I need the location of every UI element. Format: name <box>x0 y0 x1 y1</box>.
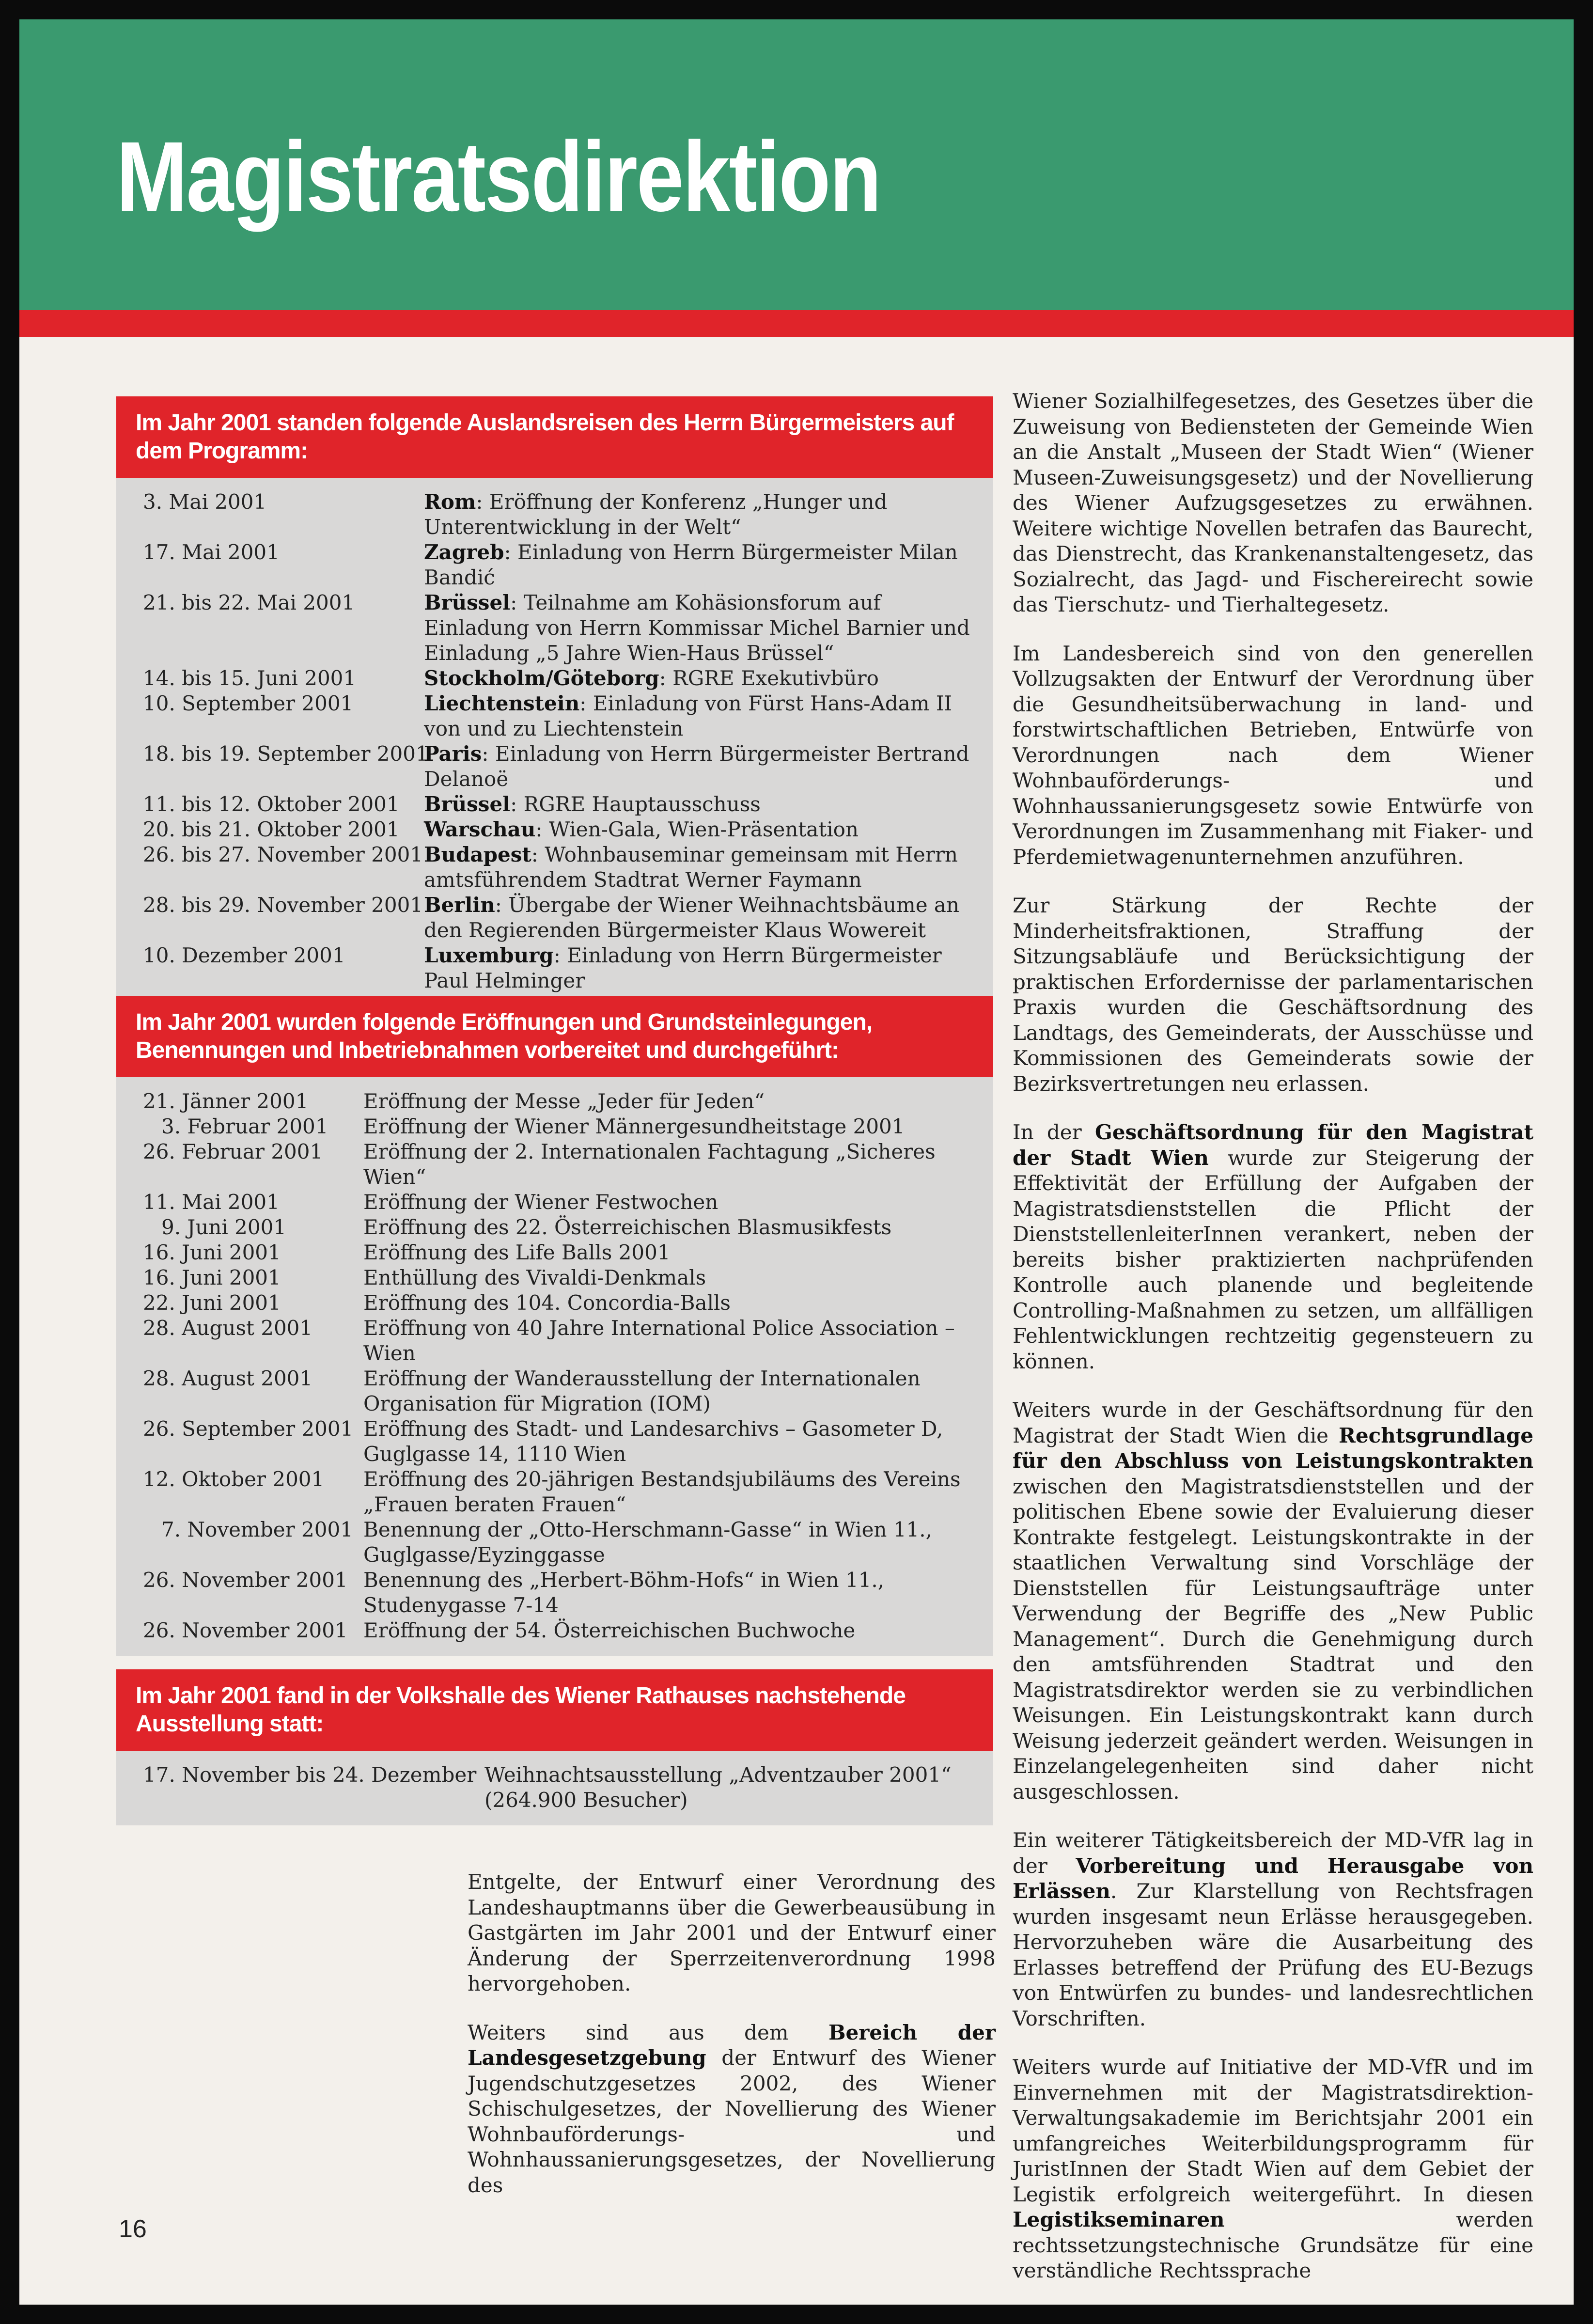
opening-text: Eröffnung des 104. Concordia-Balls <box>363 1291 731 1315</box>
travel-description: : Wohnbauseminar gemeinsam mit Herrn amtsführendem Stadtrat Werner Faymann <box>424 843 958 892</box>
right-paragraph-1: Wiener Sozialhilfegesetzes, des Gesetzes über die Zuweisung von Bediensteten der Gemeinde Wien an die Anstalt „Museen der Stadt Wien“ (Wiener Museen-Zuweisungsgesetz) und der Novellierung des Wiener Aufzugsgesetzes zu erwähnen. Weitere wichtige Novellen betrafen das Baurecht, das Dienstrecht, das Krankenanstaltengesetz, das Sozialrecht, das Jagd- und Fischereirecht sowie das Tierschutz- und Tierhaltegesetz. <box>1013 389 1533 616</box>
opening-row <box>143 1316 974 1366</box>
travel-description: : Einladung von Fürst Hans-Adam II von und zu Liechtenstein <box>424 691 953 740</box>
travel-row <box>143 691 974 741</box>
travel-row <box>143 842 974 893</box>
opening-text: Enthüllung des Vivaldi-Denkmals <box>363 1266 706 1289</box>
opening-text: Eröffnung der Messe „Jeder für Jeden“ <box>363 1089 765 1113</box>
travel-description: : Eröffnung der Konferenz „Hunger und Unterentwicklung in der Welt“ <box>424 490 888 539</box>
travel-place: Stockholm/Göteborg <box>424 666 659 690</box>
opening-date: 22. Juni 2001 <box>143 1291 281 1315</box>
header-stripe <box>19 310 1574 337</box>
travel-text <box>424 590 974 666</box>
travel-date: 11. bis 12. Oktober 2001 <box>143 792 400 816</box>
opening-row <box>143 1568 974 1618</box>
emphasis: Geschäftsordnung für den Magistrat der Stadt Wien <box>1013 1120 1533 1170</box>
travel-place: Brüssel <box>424 792 511 816</box>
travel-text <box>424 817 974 842</box>
travels-heading: Im Jahr 2001 standen folgende Auslandsreisen des Herrn Bürgermeisters auf dem Programm: <box>116 396 993 478</box>
travel-description: : Übergabe der Wiener Weihnachtsbäume an den Regierenden Bürgermeister Klaus Wowereit <box>424 893 960 942</box>
text-run: werden rechtssetzungstechnische Grundsätze für eine verständliche Rechtssprache <box>1013 2208 1533 2282</box>
travel-place: Warschau <box>424 817 536 841</box>
opening-date: 26. September 2001 <box>143 1417 354 1441</box>
opening-date: 3. Februar 2001 <box>161 1115 328 1138</box>
travel-place: Paris <box>424 742 482 766</box>
opening-text: Eröffnung von 40 Jahre International Police Association –Wien <box>363 1316 955 1365</box>
travel-place: Budapest <box>424 843 531 866</box>
middle-column <box>468 1869 996 2198</box>
opening-text: Eröffnung des Stadt- und Landesarchivs – Gasometer D, Guglgasse 14, 1110 Wien <box>363 1417 943 1466</box>
travel-row <box>143 893 974 943</box>
travel-row <box>143 590 974 666</box>
travel-text <box>424 943 974 993</box>
travels-box <box>116 396 993 1006</box>
right-paragraph-5 <box>1013 1398 1533 1805</box>
openings-list <box>116 1077 993 1656</box>
opening-date: 16. Juni 2001 <box>143 1266 281 1289</box>
travel-row <box>143 792 974 817</box>
travel-date: 20. bis 21. Oktober 2001 <box>143 817 400 841</box>
opening-row <box>143 1467 974 1517</box>
travel-place: Liechtenstein <box>424 691 580 715</box>
travel-row <box>143 943 974 993</box>
text-run: Weiters wurde in der Geschäftsordnung für den Magistrat der Stadt Wien die <box>1013 1398 1533 1447</box>
travel-place: Berlin <box>424 893 495 917</box>
exhibition-text: Weihnachtsausstellung „Adventzauber 2001“ (264.900 Besucher) <box>484 1763 952 1812</box>
opening-row <box>143 1215 974 1240</box>
travel-date: 28. bis 29. November 2001 <box>143 893 423 917</box>
opening-row <box>143 1114 974 1139</box>
travel-date: 18. bis 19. September 2001 <box>143 742 429 766</box>
opening-text: Eröffnung der Wanderausstellung der Internationalen Organisation für Migration (IOM) <box>363 1366 921 1415</box>
text-run: zwischen den Magistratsdienststellen und der politischen Ebene sowie der Evaluierung dieser Kontrakte festgelegt. Leistungskontrakte in der staatlichen Verwaltung sind Vorschläge der Dienststellen für Leistungsaufträge unter Verwendung der Begriffe des „New Public Management“. Durch die Genehmigung durch den amtsführenden Stadtrat und den Magistratsdirektor werden sie zu verbindlichen Weisungen. Ein Leistungskontrakt kann durch Weisung jederzeit geändert werden. Weisungen in Einzelangelegenheiten sind daher nicht ausgeschlossen. <box>1013 1474 1533 1804</box>
travel-date: 21. bis 22. Mai 2001 <box>143 591 355 614</box>
travel-row <box>143 741 974 792</box>
middle-paragraph-1: Entgelte, der Entwurf einer Verordnung des Landeshauptmanns über die Gewerbeausübung in Gastgärten im Jahr 2001 und der Entwurf einer Änderung der Sperrzeitenverordnung 1998 hervorgehoben. <box>468 1870 996 1995</box>
emphasis: Vorbereitung und Herausgabe von Erlässen <box>1013 1853 1533 1903</box>
travel-date: 10. Dezember 2001 <box>143 943 345 967</box>
opening-date: 21. Jänner 2001 <box>143 1089 309 1113</box>
travel-text <box>424 792 974 817</box>
emphasis: Rechtsgrundlage für den Abschluss von Leistungskontrakten <box>1013 1423 1533 1473</box>
travel-text <box>424 842 974 893</box>
page-number: 16 <box>119 2215 147 2243</box>
travel-text <box>424 489 974 540</box>
travel-description: : Wien-Gala, Wien-Präsentation <box>535 817 859 841</box>
right-column <box>1013 389 1533 2284</box>
travel-row <box>143 540 974 590</box>
travel-description: : RGRE Exekutivbüro <box>659 666 879 690</box>
travel-text <box>424 691 974 741</box>
travel-row <box>143 666 974 691</box>
text-run: Weiters sind aus dem <box>468 2020 828 2044</box>
opening-row <box>143 1190 974 1215</box>
travel-place: Rom <box>424 490 476 514</box>
page-title: Magistratsdirektion <box>116 121 881 232</box>
opening-text: Eröffnung des 20-jährigen Bestandsjubiläums des Vereins „Frauen beraten Frauen“ <box>363 1467 961 1516</box>
opening-row <box>143 1139 974 1190</box>
right-paragraph-7 <box>1013 2055 1533 2284</box>
travel-description: : RGRE Hauptausschuss <box>510 792 761 816</box>
opening-date: 28. August 2001 <box>143 1366 313 1390</box>
opening-date: 12. Oktober 2001 <box>143 1467 325 1491</box>
travel-place: Luxemburg <box>424 943 554 967</box>
opening-text: Benennung der „Otto-Herschmann-Gasse“ in Wien 11., Guglgasse/Eyzinggasse <box>363 1518 932 1567</box>
exhibition-box <box>116 1669 993 1825</box>
right-paragraph-3: Zur Stärkung der Rechte der Minderheitsfraktionen, Straffung der Sitzungsabläufe und Berücksichtigung der praktischen Erfordernisse der parlamentarischen Praxis wurden die Geschäftsordnung des Landtags, des Gemeinderats, der Ausschüsse und Kommissionen des Gemeinderats sowie der Bezirksvertretungen neu erlassen. <box>1013 894 1533 1096</box>
opening-text: Eröffnung des Life Balls 2001 <box>363 1241 671 1264</box>
middle-paragraph-2 <box>468 2020 996 2198</box>
travel-place: Zagreb <box>424 540 504 564</box>
opening-date: 26. November 2001 <box>143 1568 348 1592</box>
travel-date: 17. Mai 2001 <box>143 540 280 564</box>
travel-place: Brüssel <box>424 591 511 614</box>
opening-text: Eröffnung der Wiener Festwochen <box>363 1190 718 1214</box>
opening-date: 28. August 2001 <box>143 1316 313 1340</box>
opening-row <box>143 1265 974 1290</box>
opening-text: Eröffnung der 2. Internationalen Fachtagung „Sicheres Wien“ <box>363 1140 936 1189</box>
exhibition-row <box>143 1762 974 1813</box>
travel-text <box>424 540 974 590</box>
opening-text: Eröffnung der 54. Österreichischen Buchwoche <box>363 1618 856 1642</box>
opening-row <box>143 1089 974 1114</box>
travel-text <box>424 666 974 691</box>
opening-text: Eröffnung der Wiener Männergesundheitstage 2001 <box>363 1115 905 1138</box>
opening-date: 11. Mai 2001 <box>143 1190 280 1214</box>
opening-text: Benennung des „Herbert-Böhm-Hofs“ in Wien 11., Studenygasse 7-14 <box>363 1568 885 1617</box>
travel-text <box>424 893 974 943</box>
opening-text: Eröffnung des 22. Österreichischen Blasmusikfests <box>363 1215 892 1239</box>
opening-row <box>143 1290 974 1316</box>
opening-date: 16. Juni 2001 <box>143 1241 281 1264</box>
text-run: Ein weiterer Tätigkeitsbereich der MD-VfR lag in der <box>1013 1828 1533 1878</box>
exhibition-heading: Im Jahr 2001 fand in der Volkshalle des Wiener Rathauses nachstehende Ausstellung statt: <box>116 1669 993 1751</box>
text-run: In der <box>1013 1120 1095 1144</box>
exhibition-list <box>116 1751 993 1825</box>
exhibition-date: 17. November bis 24. Dezember <box>143 1763 477 1787</box>
text-run: Weiters wurde auf Initiative der MD-VfR und im Einvernehmen mit der Magistratsdirektion-Verwaltungsakademie im Berichtsjahr 2001 ein umfangreiches Weiterbildungsprogramm für JuristInnen der Stadt Wien auf dem Gebiet der Legistik erfolgreich weitergeführt. In diesen <box>1013 2055 1533 2206</box>
right-paragraph-4 <box>1013 1120 1533 1374</box>
travel-description: : Einladung von Herrn Bürgermeister Bertrand Delanoë <box>424 742 969 791</box>
opening-row <box>143 1240 974 1265</box>
travel-description: : Teilnahme am Kohäsionsforum auf Einladung von Herrn Kommissar Michel Barnier und Einladung „5 Jahre Wien-Haus Brüssel“ <box>424 591 970 665</box>
text-run: der Entwurf des Wiener Jugendschutzgesetzes 2002, des Wiener Schischulgesetzes, der Novellierung des Wiener Wohnbauförderungs- und Wohnhaussanierungsgesetzes, der Novellierung des <box>468 2046 996 2197</box>
page <box>19 19 1574 2305</box>
travel-date: 3. Mai 2001 <box>143 490 267 514</box>
travel-row <box>143 817 974 842</box>
travel-row <box>143 489 974 540</box>
text-run: . Zur Klarstellung von Rechtsfragen wurden insgesamt neun Erlässe herausgegeben. Hervorzuheben wäre die Ausarbeitung des Erlasses betreffend der Prüfung des EU-Bezugs von Entwürfen zu bundes- und landesrechtlichen Vorschriften. <box>1013 1879 1533 2030</box>
opening-date: 26. Februar 2001 <box>143 1140 323 1163</box>
travels-list <box>116 478 993 1006</box>
text-run: wurde zur Steigerung der Effektivität der Erfüllung der Aufgaben der Magistratsdienststellen die Pflicht der DienststellenleiterInnen verankert, neben der bereits bisher praktizierten nachprüfenden Kontrolle auch planende und begleitende Controlling-Maßnahmen zu setzen, um allfälligen Fehlentwicklungen rechtzeitig gegensteuern zu können. <box>1013 1146 1533 1373</box>
travel-description: : Einladung von Herrn Bürgermeister Milan Bandić <box>424 540 958 589</box>
travel-text <box>424 741 974 792</box>
opening-date: 26. November 2001 <box>143 1618 348 1642</box>
openings-heading: Im Jahr 2001 wurden folgende Eröffnungen und Grundsteinlegungen, Benennungen und Inbetriebnahmen vorbereitet und durchgeführt: <box>116 996 993 1077</box>
opening-row <box>143 1366 974 1416</box>
travel-description: : Einladung von Herrn Bürgermeister Paul Helminger <box>424 943 942 992</box>
opening-date: 7. November 2001 <box>161 1518 353 1541</box>
right-paragraph-2: Im Landesbereich sind von den generellen Vollzugsakten der Entwurf der Verordnung über die Gesundheitsüberwachung in land- und forstwirtschaftlichen Betrieben, Entwürfe von Verordnungen nach dem Wiener Wohnbauförderungs- und Wohnhaussanierungsgesetz sowie Entwürfe von Verordnungen im Zusammenhang mit Fiaker- und Pferdemietwagenunternehmen anzuführen. <box>1013 641 1533 869</box>
emphasis: Bereich der Landesgesetzgebung <box>468 2020 996 2070</box>
travel-date: 26. bis 27. November 2001 <box>143 843 423 866</box>
opening-row <box>143 1416 974 1467</box>
opening-date: 9. Juni 2001 <box>161 1215 287 1239</box>
opening-row <box>143 1618 974 1643</box>
opening-row <box>143 1517 974 1568</box>
openings-box <box>116 996 993 1656</box>
right-paragraph-6 <box>1013 1828 1533 2031</box>
header-band <box>19 19 1574 310</box>
emphasis: Legistikseminaren <box>1013 2208 1225 2231</box>
travel-date: 14. bis 15. Juni 2001 <box>143 666 357 690</box>
travel-date: 10. September 2001 <box>143 691 354 715</box>
